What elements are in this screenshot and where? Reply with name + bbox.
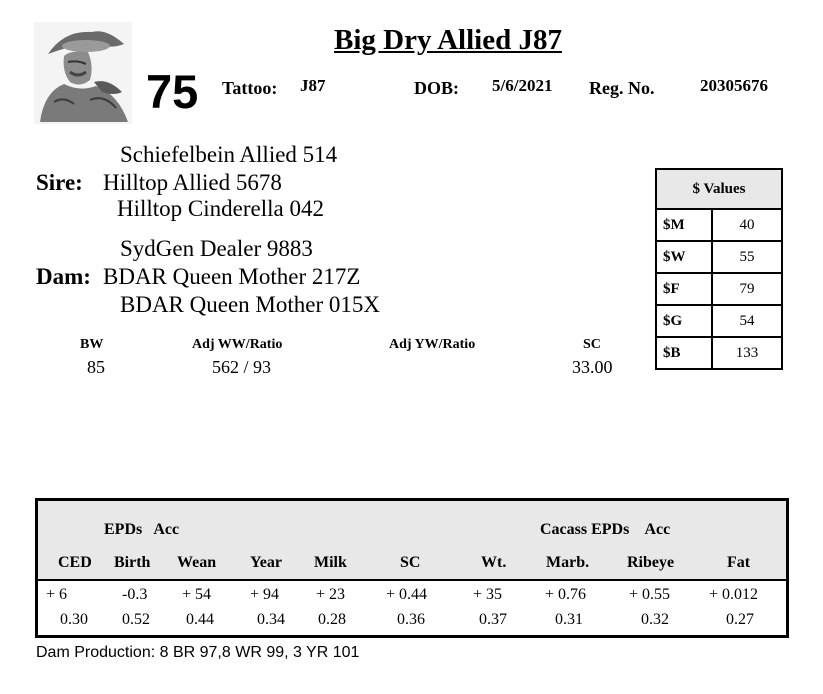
epd-col-fat: Fat bbox=[727, 554, 751, 571]
dollar-value-label: $M bbox=[656, 209, 712, 241]
table-row bbox=[656, 273, 782, 305]
adj-yw-header: Adj YW/Ratio bbox=[389, 337, 476, 352]
carcass-epd-group-label: Cacass EPDs Acc bbox=[540, 521, 671, 538]
epd-col-wean: Wean bbox=[177, 554, 217, 571]
epd-value-milk: + 23 bbox=[316, 586, 346, 603]
dam-label: Dam: bbox=[36, 264, 91, 289]
acc-value-sc: 0.36 bbox=[397, 611, 425, 628]
epd-col-marb: Marb. bbox=[546, 554, 590, 571]
bw-header: BW bbox=[80, 337, 104, 352]
dollar-value-label: $F bbox=[656, 273, 712, 305]
sire-name: Hilltop Allied 5678 bbox=[103, 170, 282, 195]
dollar-value: 55 bbox=[712, 241, 782, 273]
epd-value-birth: -0.3 bbox=[122, 586, 148, 603]
acc-value-ribeye: 0.32 bbox=[641, 611, 669, 628]
table-row bbox=[656, 337, 782, 369]
dollar-value: 133 bbox=[712, 337, 782, 369]
cowboy-logo-image bbox=[34, 22, 132, 124]
epd-value-wt: + 35 bbox=[473, 586, 503, 603]
bw-value: 85 bbox=[87, 357, 105, 377]
sc-value: 33.00 bbox=[572, 357, 613, 377]
sire-dam: Hilltop Cinderella 042 bbox=[117, 196, 324, 221]
table-row bbox=[656, 305, 782, 337]
acc-value-wean: 0.44 bbox=[186, 611, 214, 628]
adj-ww-value: 562 / 93 bbox=[212, 357, 272, 377]
dollar-value-label: $W bbox=[656, 241, 712, 273]
acc-value-ced: 0.30 bbox=[60, 611, 88, 628]
reg-no-value: 20305676 bbox=[700, 76, 768, 95]
acc-value-fat: 0.27 bbox=[726, 611, 754, 628]
dollar-value-label: $G bbox=[656, 305, 712, 337]
lot-number: 75 bbox=[146, 65, 199, 118]
epd-value-fat: + 0.012 bbox=[709, 586, 759, 603]
epd-col-sc: SC bbox=[400, 554, 421, 571]
dollar-value: 79 bbox=[712, 273, 782, 305]
adj-ww-header: Adj WW/Ratio bbox=[192, 337, 283, 352]
dam-dam: BDAR Queen Mother 015X bbox=[120, 292, 380, 317]
dollar-value: 54 bbox=[712, 305, 782, 337]
epd-value-wean: + 54 bbox=[182, 586, 212, 603]
dam-production-note: Dam Production: 8 BR 97,8 WR 99, 3 YR 101 bbox=[36, 644, 360, 661]
acc-value-marb: 0.31 bbox=[555, 611, 583, 628]
table-row bbox=[656, 241, 782, 273]
epd-col-ced: CED bbox=[58, 554, 92, 571]
dam-name: BDAR Queen Mother 217Z bbox=[103, 264, 361, 289]
epd-panel bbox=[35, 498, 789, 638]
dollar-value: 40 bbox=[712, 209, 782, 241]
epd-value-marb: + 0.76 bbox=[545, 586, 587, 603]
epd-col-year: Year bbox=[250, 554, 282, 571]
dam-sire: SydGen Dealer 9883 bbox=[120, 236, 313, 261]
epd-col-wt: Wt. bbox=[481, 554, 507, 571]
epd-col-birth: Birth bbox=[114, 554, 151, 571]
epd-value-ced: + 6 bbox=[46, 586, 68, 603]
dollar-value-label: $B bbox=[656, 337, 712, 369]
dollar-values-title: $ Values bbox=[656, 169, 782, 209]
sire-sire: Schiefelbein Allied 514 bbox=[120, 142, 338, 167]
dob-value: 5/6/2021 bbox=[492, 76, 553, 95]
dob-label: DOB: bbox=[414, 78, 459, 98]
acc-value-birth: 0.52 bbox=[122, 611, 150, 628]
epd-group-label: EPDs Acc bbox=[104, 521, 180, 538]
table-row bbox=[656, 209, 782, 241]
animal-name-title: Big Dry Allied J87 bbox=[334, 24, 562, 56]
sc-header: SC bbox=[583, 337, 601, 352]
acc-value-year: 0.34 bbox=[257, 611, 285, 628]
epd-value-sc: + 0.44 bbox=[386, 586, 428, 603]
tattoo-value: J87 bbox=[300, 76, 326, 95]
tattoo-label: Tattoo: bbox=[222, 78, 278, 98]
epd-value-year: + 94 bbox=[250, 586, 280, 603]
acc-value-wt: 0.37 bbox=[479, 611, 507, 628]
reg-no-label: Reg. No. bbox=[589, 78, 655, 98]
sire-label: Sire: bbox=[36, 170, 83, 195]
epd-col-milk: Milk bbox=[314, 554, 347, 571]
dollar-values-table bbox=[655, 168, 783, 370]
epd-col-ribeye: Ribeye bbox=[627, 554, 675, 571]
acc-value-milk: 0.28 bbox=[318, 611, 346, 628]
epd-value-ribeye: + 0.55 bbox=[629, 586, 671, 603]
